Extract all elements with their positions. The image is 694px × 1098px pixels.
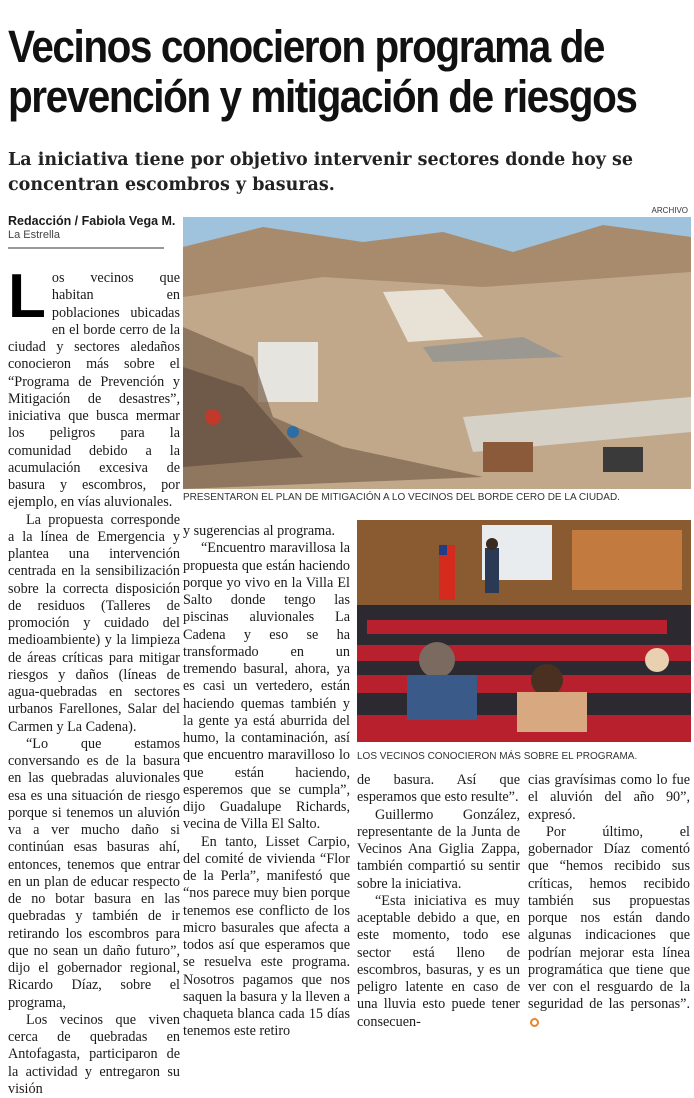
- drop-cap: L: [8, 262, 46, 331]
- paragraph: “Esta iniciativa es muy aceptable debido a que, en este momento, todo ese sector está lleno de escombros, basuras, y es un peligro latente en caso de una lluvia esto puede tener consecuen-: [357, 892, 520, 1030]
- paragraph: y sugerencias al programa.: [183, 523, 336, 539]
- article-column-2: [183, 523, 350, 1041]
- landscape-illustration: [183, 217, 691, 489]
- article-column-4: [528, 772, 690, 1031]
- subtitle: La iniciativa tiene por objetivo intervenir sectores donde hoy se concentran escombros y basuras.: [8, 150, 634, 195]
- photo1-caption: PRESENTARON EL PLAN DE MITIGACIÓN A LO VECINOS DEL BORDE CERO DE LA CIUDAD.: [183, 492, 620, 503]
- paragraph: La propuesta corresponde a la línea de Emergencia y plantea una intervención centrada en la sensibilización sobre la correcta disposición de residuos (Talleres de promoción y cuidado del medioambiente) y la limpieza de áreas críticas para mitigar riesgos y daños (líneas de agua-quebradas en sectores urbanos Farellones, Salar del Carmen y La Cadena).: [8, 511, 180, 735]
- article-column-1: [8, 262, 180, 1098]
- headline-line-1: Vecinos conocieron programa de: [8, 21, 604, 72]
- paragraph: “Lo que estamos conversando es de la basura en las quebradas aluvionales esa es una situación de riesgo porque si tenemos un aluvión va a ver mucho daño si continúan esas basuras ahí, entonces, tenemos que entrar en un plan de educar respecto de no botar basura en las quebradas y también de ir retirando los escombros para que no sean un daño futuro”, dijo el gobernador regional, Ricardo Díaz, sobre el programa,: [8, 735, 180, 1011]
- photo-debris-landscape: [183, 217, 691, 489]
- paragraph: Guillermo González, representante de la Junta de Vecinos Ana Giglia Zappa, también compartió su sentir sobre la iniciativa.: [357, 806, 520, 892]
- auditorium-illustration: [357, 520, 691, 742]
- article-column-3: [357, 772, 520, 1031]
- photo2-caption: LOS VECINOS CONOCIERON MÁS SOBRE EL PROGRAMA.: [357, 751, 638, 762]
- photo-credit: ARCHIVO: [651, 206, 688, 215]
- outlet: La Estrella: [8, 229, 60, 241]
- paragraph: En tanto, Lisset Carpio, del comité de vivienda “Flor de la Perla”, manifestó que “nos parece muy bien porque tenemos ese conflicto de los micro basurales que afecta a todos así que esperamos que se resuelva este programa. Nosotros pagamos que nos saquen la basura y la lleven a chaqueta blanca cada 15 días tenemos este retiro: [183, 833, 350, 1040]
- paragraph-text: Por último, el gobernador Díaz comentó que “hemos recibido sus críticas, hemos recibido también sus propuestas porque nos están dando algunas indicaciones que podrían mejorar esta línea programática que tiene que ver con el resguardo de la seguridad de las personas”.: [528, 823, 690, 1013]
- paragraph: “Encuentro maravillosa la propuesta que están haciendo porque yo vivo en la Villa El Salto donde tengo las piscinas aluvionales La Cadena y eso se ha transformado en un tremendo basural, ahora, ya es casi un vertedero, están haciendo quemas también y la gente ya está aburrida del humo, la contaminación, así que encuentro maravilloso lo que están haciendo, esperemos que se cumpla”, dijo Guadalupe Richards, vecina de Villa El Salto.: [183, 540, 350, 833]
- author: Redacción / Fabiola Vega M.: [8, 214, 176, 228]
- byline: [8, 215, 180, 242]
- headline: [8, 21, 637, 122]
- paragraph-text: os vecinos que habitan en poblaciones ubicadas en el borde cerro de la ciudad y sectores aledaños conocieron más sobre el “Programa de Prevención y Mitigación de desastres”, iniciativa que busca mermar los peligros para la comunidad debido a la acumulación excesiva de basura y escombros, por ejemplo, en vías aluvionales.: [8, 270, 180, 511]
- paragraph: de basura. Así que esperamos que esto resulte”.: [357, 772, 520, 806]
- headline-line-2: prevención y mitigación de riesgos: [8, 71, 637, 122]
- end-mark-icon: [530, 1018, 539, 1027]
- byline-divider: [8, 247, 164, 249]
- paragraph: [528, 824, 690, 1031]
- photo-auditorium: [357, 520, 691, 742]
- paragraph: cias gravísimas como lo fue el aluvión del año 90”, expresó.: [528, 772, 690, 823]
- paragraph: [8, 262, 180, 512]
- paragraph: Los vecinos que viven cerca de quebradas en Antofagasta, participaron de la actividad y entregaron su visión: [8, 1011, 180, 1097]
